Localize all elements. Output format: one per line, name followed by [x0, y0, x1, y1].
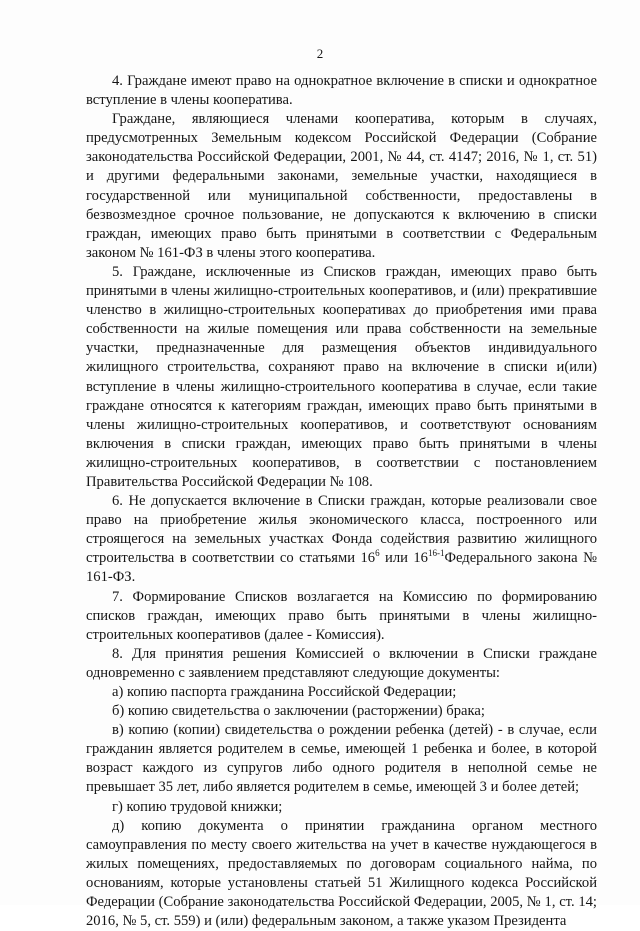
list-item-g: г) копию трудовой книжки; [112, 798, 283, 815]
paragraph-8: 8. Для принятия решения Комиссией о включении в Списки граждане одновременно с заявлением представляют следующие документы: [86, 645, 597, 681]
paragraph-6-text-middle: или 16 [379, 550, 428, 567]
paragraph-5: 5. Граждане, исключенные из Списков граждан, имеющих право быть принятыми в члены жилищно-строительных кооперативов, и (или) прекратившие членство в жилищно-строительных кооперативах до приобретения ими права собственности на жилые помещения или права собственности на земельные участки, предназначенные для размещения объектов индивидуального жилищного строительства, сохраняют право на включение в списки и(или) вступление в члены жилищно-строительного кооператива в случае, если такие граждане относятся к категориям граждан, имеющих право быть принятыми в члены жилищно-строительных кооперативов, и соответствуют основаниям включения в списки граждан, имеющих право быть принятыми в члены жилищно-строительных кооперативов, в соответствии с постановлением Правительства Российской Федерации № 108. [86, 263, 597, 490]
superscript-6: 6 [375, 548, 380, 559]
list-item-a: а) копию паспорта гражданина Российской Федерации; [112, 684, 457, 700]
page-number: 2 [316, 46, 324, 61]
document-body [86, 72, 597, 931]
paragraph-4: 4. Граждане имеют право на однократное включение в списки и однократное вступление в члены кооператива. [86, 73, 597, 109]
superscript-16-1: 16-1 [427, 548, 445, 559]
list-item-d: д) копию документа о принятии гражданина органом местного самоуправления по месту своего жительства на учет в качестве нуждающегося в жилых помещениях, предоставляемых по договорам социального найма, по основаниям, которые установлены статьей 51 Жилищного кодекса Российской Федерации (Собрание законодательства Российской Федерации, 2005, № 1, ст. 14; 2016, № 5, ст. 559) и (или) федеральным законом, а также указом Президента [86, 817, 597, 930]
paragraph-7: 7. Формирование Списков возлагается на Комиссию по формированию списков граждан, имеющих право быть принятыми в члены жилищно-строительных кооперативов (далее - Комиссия). [86, 588, 597, 643]
paragraph-6-text: 6. Не допускается включение в Списки граждан, которые реализовали свое право на приобретение жилья экономического класса, построенного или строящегося на земельных участках Фонда содействия развитию жилищного строительства в соответствии со статьями 16 [86, 493, 597, 567]
paragraph-6 [86, 492, 597, 587]
list-item-v: в) копию (копии) свидетельства о рождении ребенка (детей) - в случае, если гражданин является родителем в семье, имеющей 1 ребенка и более, в которой возраст каждого из супругов либо одного родителя в неполной семье не превышает 35 лет, либо является родителем в семье, имеющей 3 и более детей; [86, 722, 597, 796]
paragraph-4-continuation: Граждане, являющиеся членами кооператива, которым в случаях, предусмотренных Земельным кодексом Российской Федерации (Собрание законодательства Российской Федерации, 2001, № 44, ст. 4147; 2016, № 1, ст. 51) и другими федеральными законами, земельные участки, находящиеся в государственной или муниципальной собственности, предоставлены в безвозмездное срочное пользование, не допускаются к включению в списки граждан, имеющих право быть принятыми в соответствии с Федеральным законом № 161-ФЗ в члены этого кооператива. [86, 111, 597, 261]
list-item-b: б) копию свидетельства о заключении (расторжении) брака; [112, 703, 485, 720]
paragraph-6-text-end: Федерального закона № 161-ФЗ. [86, 550, 598, 586]
